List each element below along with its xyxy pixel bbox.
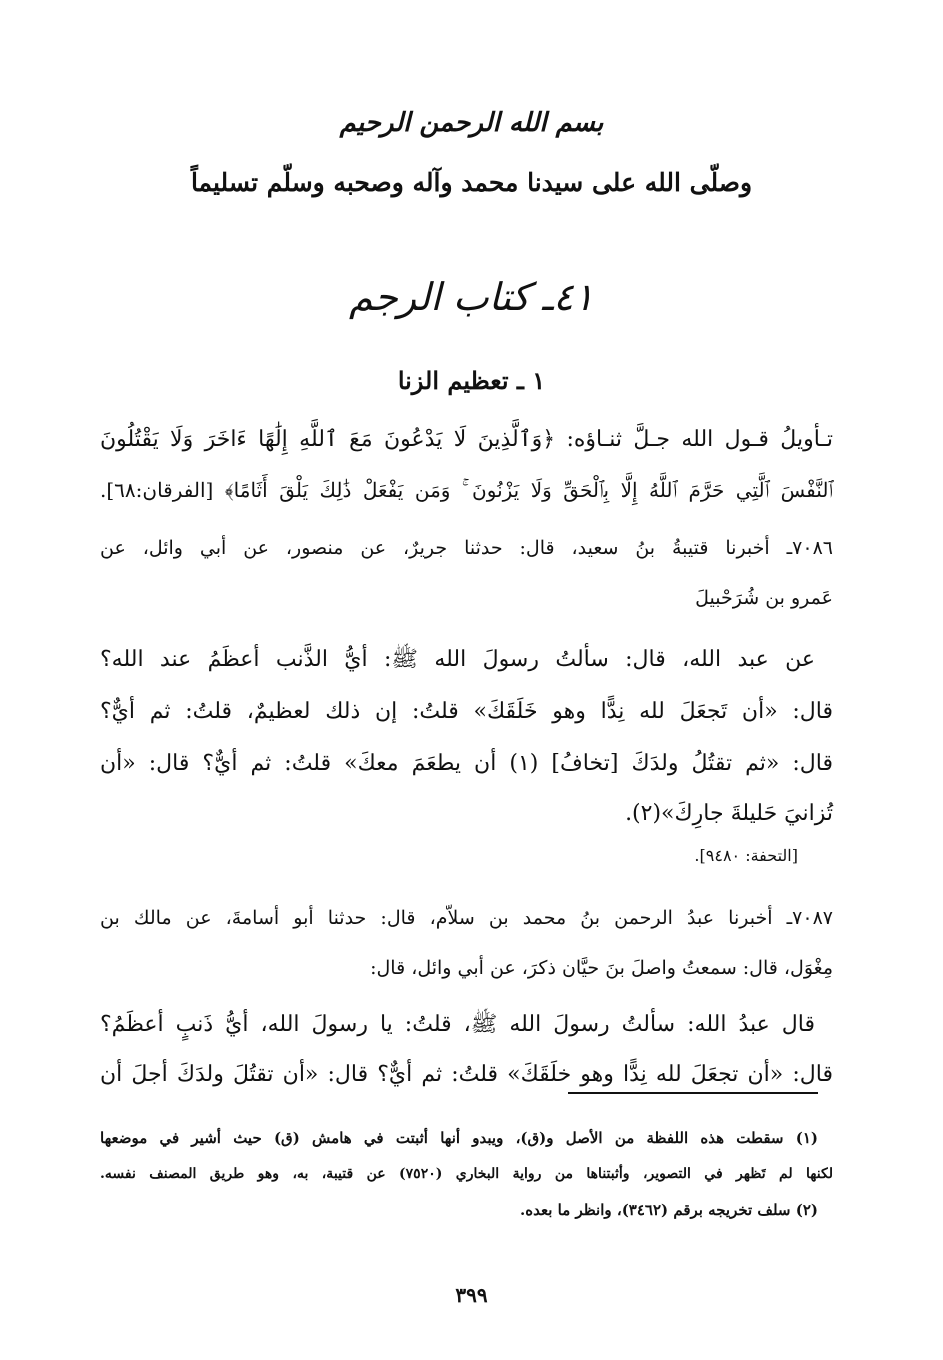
- tuhfa-reference: [التحفة: ٩٤٨٠].: [694, 846, 798, 865]
- hadith-7086-matn-1: عن عبد الله، قال: سألتُ رسولَ الله ﷺ: أيُّ الذَّنب أعظَمُ عند الله؟: [100, 647, 815, 672]
- salawat: وصلّى الله على سيدنا محمد وآله وصحبه وسلّم تسليماً: [190, 168, 753, 197]
- footnote-1-line-2: لكنها لم تَظهر في التصوير، وأثبتناها من رواية البخاري (٧٥٢٠) عن قتيبة، به، وهو طريق المصنف نفسه.: [100, 1166, 833, 1182]
- footnote-2: (٢) سلف تخريجه برقم (٣٤٦٢)، وانظر ما بعده.: [520, 1201, 818, 1219]
- hadith-7086-isnad-2: عَمرو بن شُرَحْبيلَ: [695, 587, 833, 609]
- quran-line-1: تـأويلُ قـول الله جـلَّ ثنـاؤه: ﴿وَٱلَّذِينَ لَا يَدْعُونَ مَعَ ٱللَّهِ إِلَٰهًا ءَاخَرَ وَلَا يَقْتُلُونَ: [100, 427, 833, 452]
- page-number: ٣٩٩: [455, 1283, 488, 1307]
- basmala: بسم الله الرحمن الرحيم: [339, 108, 604, 138]
- chapter-title: ١ ـ تعظيم الزنا: [397, 366, 546, 395]
- hadith-7086-matn-3: قال: «ثم تقتُلُ ولدَكَ [تخافُ] (١) أن يطعَمَ معكَ» قلتُ: ثم أيٌّ؟ قال: «أن: [100, 751, 833, 776]
- hadith-7087-isnad-1: ٧٠٨٧ـ أخبرنا عبدُ الرحمن بنُ محمد بن سلاّم، قال: حدثنا أبو أسامةَ، عن مالك بن: [100, 907, 833, 929]
- footnote-divider: [568, 1092, 818, 1094]
- hadith-7087-isnad-2: مِغْوَل، قال: سمعتُ واصلَ بنَ حيَّان ذكرَ، عن أبي وائل، قال:: [370, 957, 833, 979]
- hadith-7087-matn-1: قال عبدُ الله: سألتُ رسولَ الله ﷺ، قلتُ: يا رسولَ الله، أيُّ ذَنبٍ أعظَمُ؟: [100, 1012, 815, 1037]
- book-title: ٤١ـ كتاب الرجم: [349, 275, 594, 319]
- hadith-7086-matn-2: قال: «أن تَجعَلَ لله نِدًّا وهو خَلَقَكَ» قلتُ: إن ذلك لعظيمٌ، قلتُ: ثم أيٌّ؟: [100, 699, 833, 724]
- hadith-7086-matn-4: تُزانيَ حَليلةَ جارِكَ»(٢).: [625, 801, 833, 826]
- quran-line-2: ٱلنَّفْسَ ٱلَّتِي حَرَّمَ ٱللَّهُ إِلَّا بِٱلْحَقِّ وَلَا يَزْنُونَ ۚ وَمَن يَفْعَلْ ذَٰلِكَ يَلْقَ أَثَامًا﴾ [الفرقان:٦٨].: [100, 478, 833, 502]
- hadith-7086-isnad-1: ٧٠٨٦ـ أخبرنا قتيبةُ بنُ سعيد، قال: حدثنا جريرٌ، عن منصور، عن أبي وائل، عن: [100, 537, 833, 559]
- footnote-1-line-1: (١) سقطت هذه اللفظة من الأصل و(ق)، ويبدو أنها أثبتت في هامش (ق) حيث أشير في موضعها: [100, 1129, 818, 1147]
- hadith-7087-matn-2: قال: «أن تجعَلَ لله نِدًّا وهو خلَقَكَ» قلتُ: ثم أيٌّ؟ قال: «أن تقتُلَ ولدَكَ أجلَ أن: [100, 1062, 833, 1087]
